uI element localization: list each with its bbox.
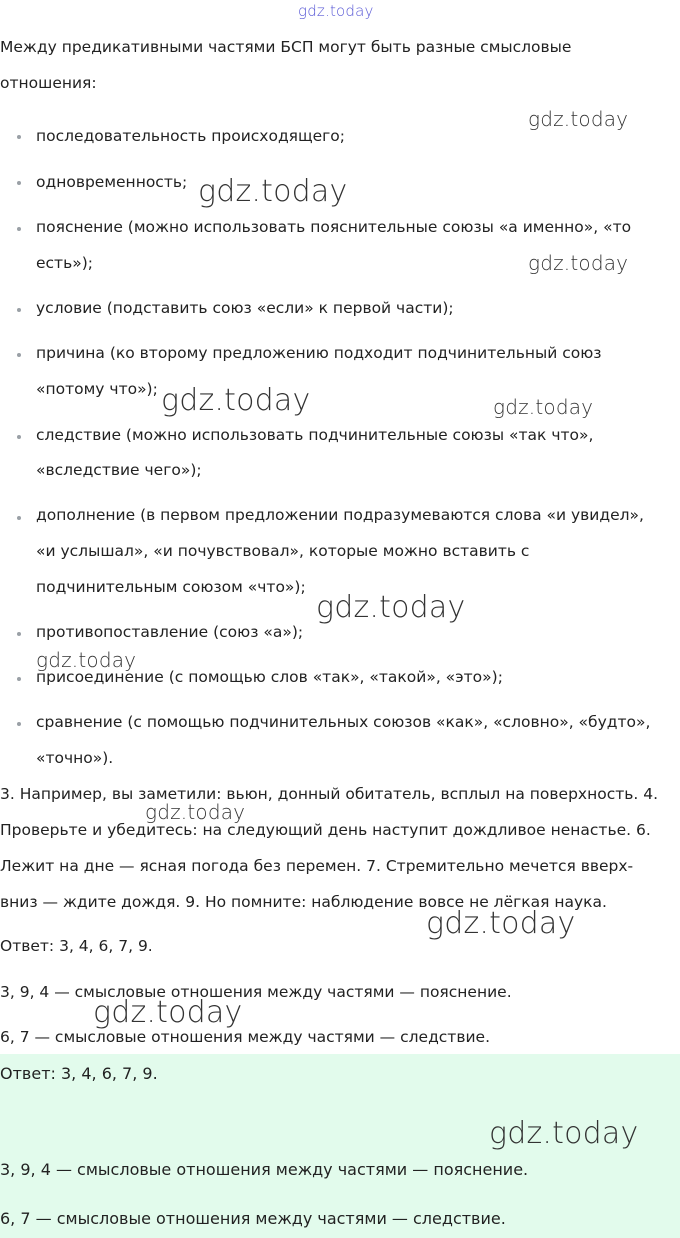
list-item-continuation: подчинительным союзом «что»); [36, 578, 306, 596]
example-line: Лежит на дне — ясная погода без перемен. 7. Стремительно мечется вверх- [0, 857, 634, 875]
list-item: дополнение (в первом предложении подразумеваются слова «и увидел», [36, 506, 644, 524]
watermark-top: gdz.today [298, 2, 374, 20]
answer-explanation: 3, 9, 4 — смысловые отношения между частями — пояснение. [0, 983, 512, 1001]
list-item-continuation: «вследствие чего»); [36, 461, 202, 479]
list-item: причина (ко второму предложению подходит подчинительный союз [36, 344, 602, 362]
list-item-continuation: «и услышал», «и почувствовал», которые можно вставить с [36, 542, 530, 560]
list-item: сравнение (с помощью подчинительных союзов «как», «словно», «будто», [36, 713, 651, 731]
list-item: присоединение (с помощью слов «так», «такой», «это»); [36, 668, 503, 686]
list-item-continuation: есть»); [36, 254, 93, 272]
watermark: gdz.today [489, 1116, 639, 1151]
watermark: gdz.today [161, 383, 311, 418]
list-item: следствие (можно использовать подчинительные союзы «так что», [36, 426, 594, 444]
watermark: gdz.today [145, 800, 246, 824]
watermark: gdz.today [36, 648, 137, 672]
watermark: gdz.today [93, 995, 243, 1030]
bullet [17, 353, 21, 357]
watermark: gdz.today [528, 251, 629, 275]
intro-line: Между предикативными частями БСП могут быть разные смысловые [0, 38, 572, 56]
watermark: gdz.today [493, 395, 594, 419]
watermark: gdz.today [316, 590, 466, 625]
bullet [17, 181, 21, 185]
answer-box-line: Ответ: 3, 4, 6, 7, 9. [0, 1064, 158, 1083]
list-item-continuation: «точно»). [36, 749, 114, 767]
bullet [17, 632, 21, 636]
bullet [17, 135, 21, 139]
bullet [17, 677, 21, 681]
answer-explanation: 6, 7 — смысловые отношения между частями — следствие. [0, 1028, 491, 1046]
example-line: 3. Например, вы заметили: вьюн, донный обитатель, всплыл на поверхность. 4. [0, 785, 659, 803]
list-item-continuation: «потому что»); [36, 380, 158, 398]
watermark: gdz.today [198, 174, 348, 209]
watermark: gdz.today [528, 107, 629, 131]
answer-box [0, 1054, 680, 1238]
bullet [17, 722, 21, 726]
intro-line: отношения: [0, 74, 97, 92]
watermark: gdz.today [426, 906, 576, 941]
list-item: одновременность; [36, 173, 188, 191]
answer-box-explanation: 6, 7 — смысловые отношения между частями — следствие. [0, 1209, 506, 1228]
bullet [17, 435, 21, 439]
bullet [17, 516, 21, 520]
answer-box-explanation: 3, 9, 4 — смысловые отношения между частями — пояснение. [0, 1160, 529, 1179]
answer-line: Ответ: 3, 4, 6, 7, 9. [0, 937, 153, 955]
list-item: пояснение (можно использовать пояснительные союзы «а именно», «то [36, 218, 632, 236]
list-item: последовательность происходящего; [36, 127, 345, 145]
list-item: противопоставление (союз «а»); [36, 623, 304, 641]
list-item: условие (подставить союз «если» к первой части); [36, 299, 454, 317]
bullet [17, 227, 21, 231]
bullet [17, 308, 21, 312]
example-line: Проверьте и убедитесь: на следующий день наступит дождливое ненастье. 6. [0, 821, 651, 839]
example-line: вниз — ждите дождя. 9. Но помните: наблюдение вовсе не лёгкая наука. [0, 893, 607, 911]
